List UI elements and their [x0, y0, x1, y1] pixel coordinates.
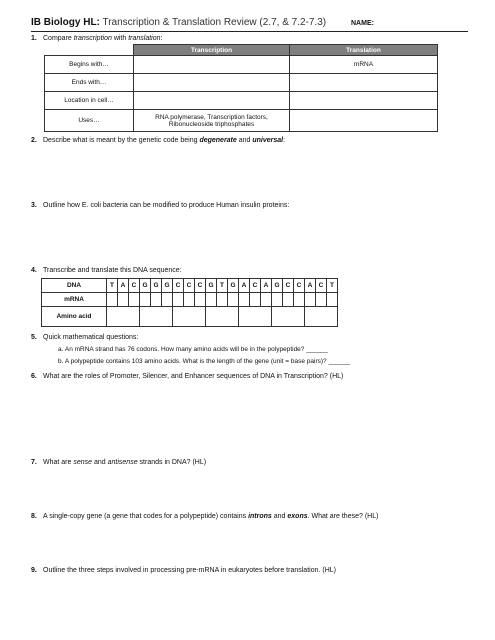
header-translation: Translation	[290, 45, 438, 56]
row-label: Uses…	[45, 110, 134, 132]
dna-base: C	[316, 279, 327, 293]
dna-base: T	[327, 279, 338, 293]
answer-cell[interactable]	[290, 92, 438, 110]
dna-base: G	[228, 279, 239, 293]
dna-base: C	[250, 279, 261, 293]
question-8: 8. A single-copy gene (a gene that codes for a polypeptide) contains introns and exons. What are these? (HL)	[31, 513, 379, 520]
answer-cell[interactable]	[134, 74, 290, 92]
row-label: DNA	[42, 279, 107, 293]
mrna-cell[interactable]	[107, 293, 118, 307]
amino-acid-cell[interactable]	[206, 307, 239, 327]
mrna-cell[interactable]	[162, 293, 173, 307]
question-5b: b. A polypeptide contains 103 amino acids. What is the length of the gene (unit = base pairs)? ______	[58, 358, 351, 365]
table-row	[45, 110, 438, 132]
question-5: 5. Quick mathematical questions:	[31, 334, 139, 341]
mrna-cell[interactable]	[283, 293, 294, 307]
mrna-cell[interactable]	[173, 293, 184, 307]
row-label: Begins with…	[45, 56, 134, 74]
amino-acid-row	[42, 307, 338, 327]
mrna-cell[interactable]	[250, 293, 261, 307]
dna-base: A	[261, 279, 272, 293]
table-row	[45, 92, 438, 110]
question-6: 6. What are the roles of Promoter, Silencer, and Enhancer sequences of DNA in Transcription? (HL)	[31, 373, 344, 380]
dna-base: A	[305, 279, 316, 293]
mrna-cell[interactable]	[118, 293, 129, 307]
answer-cell[interactable]	[134, 92, 290, 110]
question-4: 4. Transcribe and translate this DNA sequence:	[31, 267, 182, 274]
dna-base: C	[129, 279, 140, 293]
row-label: Amino acid	[42, 307, 107, 327]
mrna-cell[interactable]	[206, 293, 217, 307]
mrna-cell[interactable]	[129, 293, 140, 307]
mrna-cell[interactable]	[305, 293, 316, 307]
answer-cell[interactable]: mRNA	[290, 56, 438, 74]
answer-cell[interactable]	[290, 110, 438, 132]
question-1: 1. Compare transcription with translation:	[31, 35, 163, 42]
dna-base: A	[239, 279, 250, 293]
amino-acid-cell[interactable]	[173, 307, 206, 327]
answer-cell[interactable]: RNA polymerase, Transcription factors, Ribonucleoside triphosphates	[134, 110, 290, 132]
mrna-cell[interactable]	[217, 293, 228, 307]
dna-base: C	[173, 279, 184, 293]
amino-acid-cell[interactable]	[107, 307, 140, 327]
dna-base: A	[118, 279, 129, 293]
mrna-cell[interactable]	[195, 293, 206, 307]
header-transcription: Transcription	[134, 45, 290, 56]
question-7: 7. What are sense and antisense strands in DNA? (HL)	[31, 459, 207, 466]
mrna-cell[interactable]	[272, 293, 283, 307]
name-label: NAME:	[351, 20, 374, 27]
answer-cell[interactable]	[134, 56, 290, 74]
amino-acid-cell[interactable]	[140, 307, 173, 327]
dna-base: C	[184, 279, 195, 293]
mrna-cell[interactable]	[184, 293, 195, 307]
row-label: Ends with…	[45, 74, 134, 92]
mrna-cell[interactable]	[294, 293, 305, 307]
amino-acid-cell[interactable]	[239, 307, 272, 327]
question-3: 3. Outline how E. coli bacteria can be modified to produce Human insulin proteins:	[31, 202, 290, 209]
dna-base: T	[107, 279, 118, 293]
dna-table	[41, 278, 338, 327]
dna-base: C	[294, 279, 305, 293]
question-5a: a. An mRNA strand has 76 codons. How many amino acids will be in the polypeptide? ______	[58, 346, 328, 353]
mrna-cell[interactable]	[261, 293, 272, 307]
dna-base: G	[151, 279, 162, 293]
dna-row	[42, 279, 338, 293]
mrna-cell[interactable]	[228, 293, 239, 307]
row-label: mRNA	[42, 293, 107, 307]
answer-cell[interactable]	[290, 74, 438, 92]
table-row	[45, 56, 438, 74]
dna-base: T	[217, 279, 228, 293]
dna-base: C	[195, 279, 206, 293]
dna-base: G	[272, 279, 283, 293]
amino-acid-cell[interactable]	[272, 307, 305, 327]
page-title: IB Biology HL: Transcription & Translation Review (2.7, & 7.2-7.3)	[31, 17, 327, 28]
table-row	[45, 74, 438, 92]
dna-base: C	[283, 279, 294, 293]
mrna-cell[interactable]	[140, 293, 151, 307]
mrna-cell[interactable]	[316, 293, 327, 307]
question-2: 2. Describe what is meant by the genetic code being degenerate and universal:	[31, 137, 286, 144]
dna-base: G	[162, 279, 173, 293]
amino-acid-cell[interactable]	[305, 307, 338, 327]
mrna-row	[42, 293, 338, 307]
corner-cell	[45, 45, 134, 56]
question-9: 9. Outline the three steps involved in processing pre-mRNA in eukaryotes before translation. (HL)	[31, 567, 336, 574]
dna-base: G	[140, 279, 151, 293]
mrna-cell[interactable]	[327, 293, 338, 307]
header-rule	[31, 31, 468, 32]
compare-table	[44, 44, 438, 132]
dna-base: G	[206, 279, 217, 293]
mrna-cell[interactable]	[151, 293, 162, 307]
row-label: Location in cell…	[45, 92, 134, 110]
mrna-cell[interactable]	[239, 293, 250, 307]
